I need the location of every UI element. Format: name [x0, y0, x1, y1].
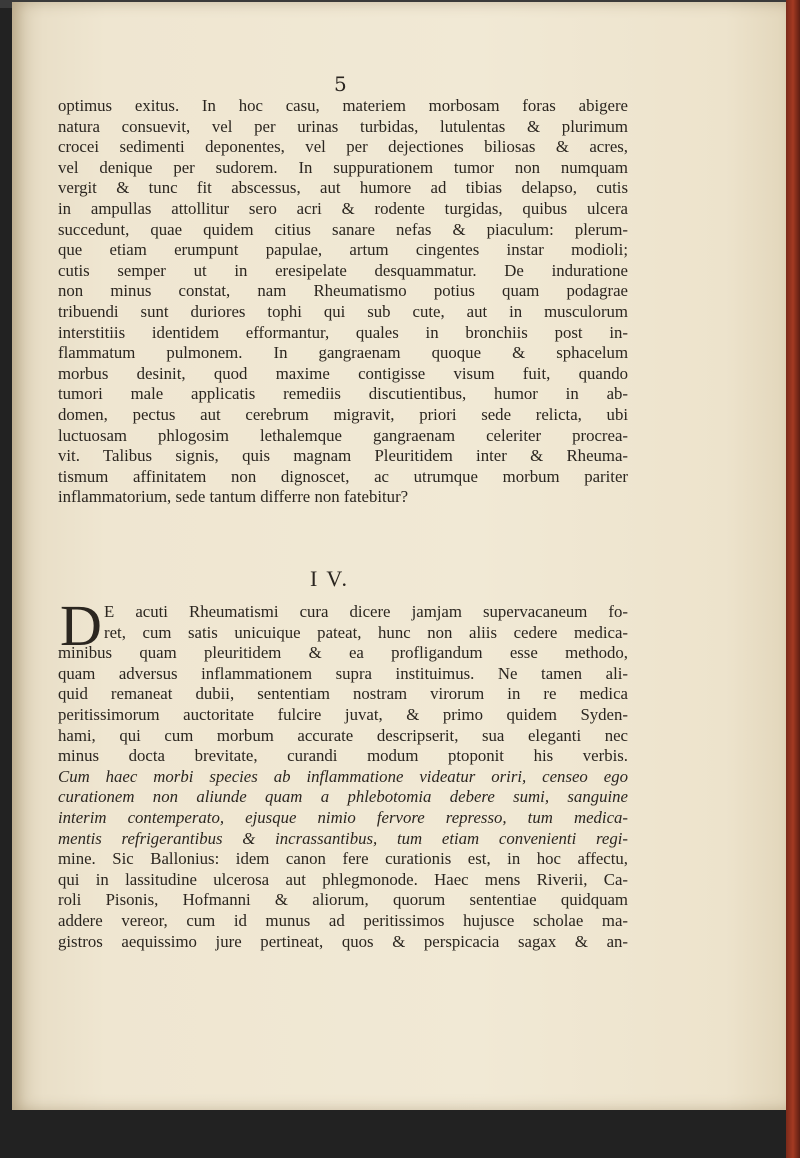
text-line: in ampullas attollitur sero acri & rodente turgidas, quibus ulcera [58, 198, 628, 218]
text-line: quid remaneat dubii, sententiam nostram virorum in re medica [58, 684, 628, 704]
quote-line: curationem non aliunde quam a phlebotomia debere sumi, sanguine [58, 787, 628, 807]
text-line: natura consuevit, vel per urinas turbidas, lutulentas & plurimum [58, 116, 628, 136]
text-line: roli Pisonis, Hofmanni & aliorum, quorum sententiae quidquam [58, 890, 628, 910]
text-line: vergit & tunc fit abscessus, aut humore ad tibias delapso, cutis [58, 178, 628, 198]
text-line: cutis semper ut in eresipelate desquammatur. De induratione [58, 260, 628, 280]
text-line: tumori male applicatis remediis discutientibus, humor in ab- [58, 384, 628, 404]
text-line: hami, qui cum morbum accurate descripserit, sua eleganti nec [58, 725, 628, 745]
text-line: tismum affinitatem non dignoscet, ac utrumque morbum pariter [58, 466, 628, 486]
quote-line: mentis refrigerantibus & incrassantibus, tum etiam convenienti regi- [58, 828, 628, 848]
text-line: flammatum pulmonem. In gangraenam quoque & sphacelum [58, 343, 628, 363]
text-line: morbus desinit, quod maxime contigisse visum fuit, quando [58, 363, 628, 383]
text-line: E acuti Rheumatismi cura dicere jamjam supervacaneum fo- [104, 602, 628, 621]
text-line: crocei sedimenti deponentes, vel per dejectiones biliosas & acres, [58, 137, 628, 157]
text-line: inflammatorium, sede tantum differre non fatebitur? [58, 487, 409, 507]
paragraph-1 [58, 96, 628, 508]
drop-cap: D [60, 593, 102, 658]
text-line: succedunt, quae quidem citius sanare nefas & piaculum: plerum- [58, 219, 628, 239]
text-line: minus docta brevitate, curandi modum ptoponit his verbis. [58, 746, 628, 766]
text-line: peritissimorum auctoritate fulcire juvat, & primo quidem Syden- [58, 704, 628, 724]
text-line: vit. Talibus signis, quis magnam Pleuritidem inter & Rheuma- [58, 446, 628, 466]
section-heading: I V. [310, 566, 349, 591]
text-line: mine. Sic Ballonius: idem canon fere curationis est, in hoc affectu, [58, 849, 628, 869]
text-line: luctuosam phlogosim lethalemque gangraenam celeriter procrea- [58, 425, 628, 445]
quote-line: interim contemperato, ejusque nimio fervore represso, tum medica- [58, 807, 628, 827]
text-line: domen, pectus aut cerebrum migravit, priori sede relicta, ubi [58, 404, 628, 424]
text-line: non minus constat, nam Rheumatismo potius quam podagrae [58, 281, 628, 301]
text-line: ret, cum satis unicuique pateat, hunc non aliis cedere medica- [104, 622, 628, 642]
paragraph-2 [58, 593, 628, 952]
text-line: gistros aequissimo jure pertineat, quos & perspicacia sagax & an- [58, 931, 628, 951]
text-line: minibus quam pleuritidem & ea profligandum esse methodo, [58, 643, 628, 663]
page-number: 5 [334, 72, 347, 96]
text-line: tribuendi sunt duriores tophi qui sub cute, aut in musculorum [58, 301, 628, 321]
text-line: qui in lassitudine ulcerosa aut phlegmonode. Haec mens Riverii, Ca- [58, 869, 628, 889]
text-line: interstitiis identidem efformantur, quales in bronchiis post in- [58, 322, 628, 342]
book-edge [786, 0, 800, 1158]
text-line: vel denique per sudorem. In suppurationem tumor non numquam [58, 157, 628, 177]
text-line: addere vereor, cum id munus ad peritissimos hujusce scholae ma- [58, 910, 628, 930]
text-line: optimus exitus. In hoc casu, materiem morbosam foras abigere [58, 96, 628, 115]
text-line: quam adversus inflammationem supra instituimus. Ne tamen ali- [58, 663, 628, 683]
text-line: que etiam erumpunt papulae, artum cingentes instar modioli; [58, 240, 628, 260]
quote-line: Cum haec morbi species ab inflammatione videatur oriri, censeo ego [58, 766, 628, 786]
